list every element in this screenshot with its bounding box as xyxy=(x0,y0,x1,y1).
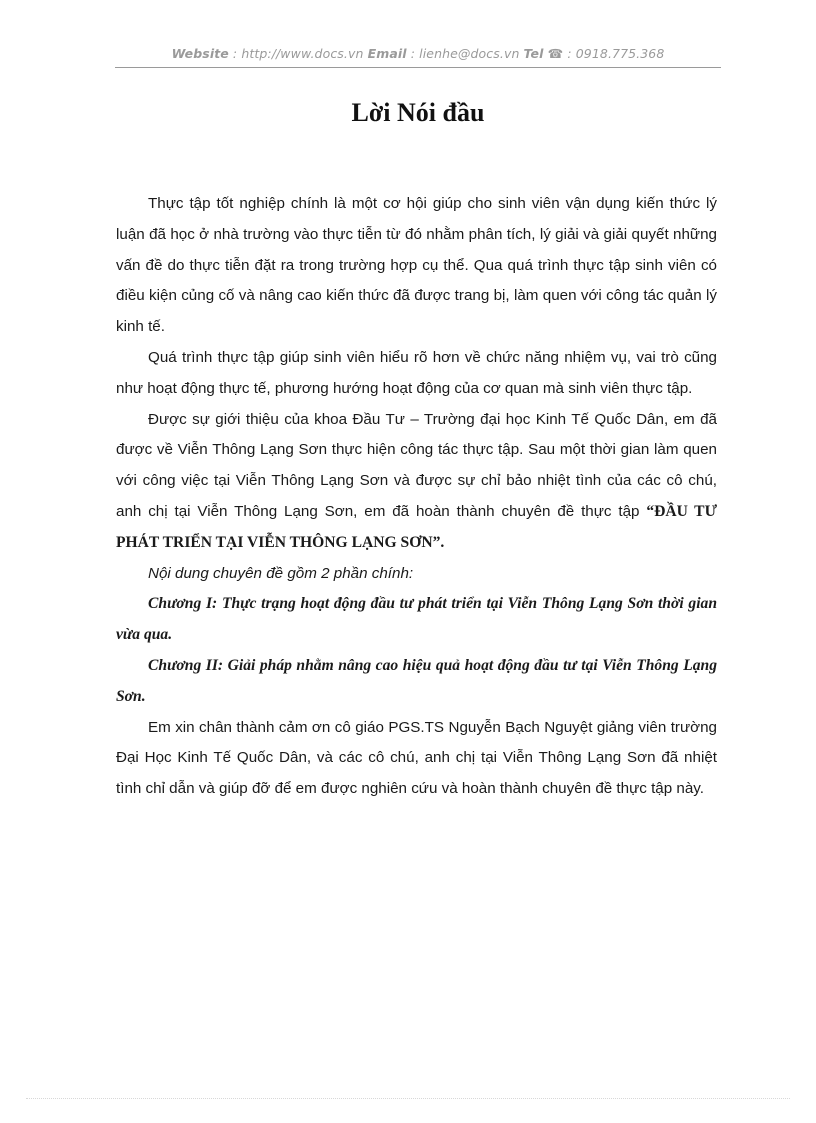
paragraph-intro: Thực tập tốt nghiệp chính là một cơ hội giúp cho sinh viên vận dụng kiến thức lý luận đã học ở nhà trường vào thực tiễn từ đó nhằm phân tích, lý giải và giải quyết những vấn đề do thực tiễn đặt ra trong trường hợp cụ thể. Qua quá trình thực tập sinh viên có điều kiện củng cố và nâng cao kiến thức đã được trang bị, làm quen với công tác quản lý kinh tế. xyxy=(116,195,717,336)
phone-icon: ☎ xyxy=(547,46,564,61)
paragraph-contents-intro: Nội dung chuyên đề gồm 2 phần chính: xyxy=(148,564,414,582)
header-divider xyxy=(115,67,721,68)
paragraph-thanks: Em xin chân thành cảm ơn cô giáo PGS.TS Nguyễn Bạch Nguyệt giảng viên trường Đại Học Kinh Tế Quốc Dân, và các cô chú, anh chị tại Viễn Thông Lạng Sơn đã nhiệt tình chỉ dẫn và giúp đỡ để em được nghiên cứu và hoàn thành chuyên đề thực tập này. xyxy=(116,718,717,798)
paragraph-introduction-text: Được sự giới thiệu của khoa Đầu Tư – Trường đại học Kinh Tế Quốc Dân, em đã được về Viễn Thông Lạng Sơn thực hiện công tác thực tập. Sau một thời gian làm quen với công việc tại Viễn Thông Lạng Sơn và được sự chỉ bảo nhiệt tình của các cô chú, anh chị tại Viễn Thông Lạng Sơn, em đã hoàn thành chuyên đề thực tập xyxy=(116,410,717,520)
website-value: : http://www.docs.vn xyxy=(228,46,368,61)
chapter-1: Chương I: Thực trạng hoạt động đầu tư phát triển tại Viễn Thông Lạng Sơn thời gian vừa qua. xyxy=(116,595,717,644)
website-label: Website xyxy=(171,46,229,61)
email-label: Email xyxy=(367,46,407,61)
paragraph-process: Quá trình thực tập giúp sinh viên hiểu rõ hơn về chức năng nhiệm vụ, vai trò cũng như hoạt động thực tế, phương hướng hoạt động của cơ quan mà sinh viên thực tập. xyxy=(116,348,717,397)
page-title: Lời Nói đầu xyxy=(351,98,485,127)
tel-label: Tel xyxy=(523,46,544,61)
document-body xyxy=(116,189,717,805)
topic-title: “ĐẦU TƯ PHÁT TRIỂN TẠI VIỄN THÔNG LẠNG SƠN”. xyxy=(116,502,717,551)
paragraph-introduction-topic xyxy=(116,405,717,559)
tel-value: : 0918.775.368 xyxy=(563,46,665,61)
page-header xyxy=(115,46,721,66)
chapter-2: Chương II: Giải pháp nhằm nâng cao hiệu quả hoạt động đầu tư tại Viễn Thông Lạng Sơn. xyxy=(116,656,717,705)
page-bottom-divider xyxy=(26,1098,790,1099)
email-value: : lienhe@docs.vn xyxy=(406,46,524,61)
